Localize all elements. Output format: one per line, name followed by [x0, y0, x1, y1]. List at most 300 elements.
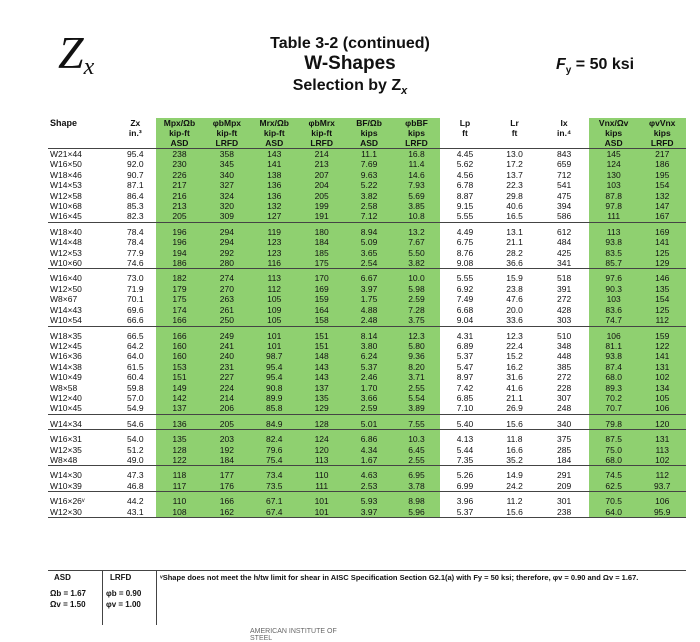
value-cell: 87.5: [589, 434, 639, 444]
value-cell: 191: [298, 211, 345, 222]
header-units-6: kips: [345, 128, 392, 138]
value-cell: 119: [251, 227, 298, 237]
value-cell: 3.96: [456, 496, 474, 507]
value-cell: 74.7: [589, 315, 639, 326]
value-cell: 166: [156, 315, 203, 326]
value-cell: 205: [298, 191, 345, 201]
value-cell: 341: [539, 258, 589, 269]
value-cell: 205: [156, 211, 203, 222]
value-cell: 2.54: [345, 258, 392, 269]
header-method-7: LRFD: [393, 138, 440, 149]
value-cell: 16.2: [506, 361, 523, 372]
header-top-2: Mpx/Ωb: [156, 118, 203, 128]
value-cell: 162: [203, 507, 250, 518]
value-cell: 160: [156, 341, 203, 351]
value-cell: 97.8: [589, 201, 639, 211]
shape-cell: W14×38: [50, 361, 82, 372]
value-cell: 186: [156, 258, 203, 269]
value-cell: 47.3: [127, 470, 144, 481]
value-cell: 60.4: [127, 372, 144, 383]
value-cell: 241: [203, 341, 250, 351]
shape-cell: W12×58: [50, 190, 82, 201]
value-cell: 294: [203, 237, 250, 247]
value-cell: 82.4: [251, 434, 298, 444]
value-cell: 123: [251, 248, 298, 258]
value-cell: 81.1: [589, 341, 639, 351]
value-cell: 74.5: [589, 470, 639, 480]
value-cell: 4.13: [456, 434, 474, 445]
value-cell: 385: [557, 361, 572, 372]
table-row: [48, 403, 686, 414]
value-cell: 137: [156, 403, 203, 414]
value-cell: 375: [557, 434, 572, 445]
header-method-12: LRFD: [638, 138, 686, 149]
value-cell: 5.62: [456, 159, 474, 170]
header-method-4: ASD: [251, 138, 298, 149]
value-cell: 113: [638, 445, 686, 455]
value-cell: 28.2: [506, 247, 523, 258]
value-cell: 101: [298, 507, 345, 518]
value-cell: 105: [638, 393, 686, 403]
value-cell: 5.96: [393, 507, 440, 518]
header-row-top: [48, 118, 686, 128]
value-cell: 159: [298, 294, 345, 304]
value-cell: 348: [557, 340, 572, 351]
shape-cell: W8×48: [48, 455, 115, 466]
header-top-6: BF/Ωb: [345, 118, 392, 128]
header-top-12: φvVnx: [638, 118, 686, 128]
value-cell: 109: [251, 305, 298, 315]
value-cell: 90.8: [251, 383, 298, 393]
value-cell: 712: [557, 169, 572, 180]
value-cell: 116: [251, 258, 298, 269]
value-cell: 5.55: [440, 211, 490, 222]
value-cell: 68.0: [589, 372, 639, 382]
value-cell: 89.9: [251, 393, 298, 403]
value-cell: 145: [589, 149, 639, 160]
value-cell: 4.63: [345, 470, 392, 480]
value-cell: 182: [156, 273, 203, 283]
header-row-method: [48, 138, 686, 149]
shape-cell: W10×68: [50, 201, 82, 212]
value-cell: 206: [203, 403, 250, 414]
shape-cell: W14×53: [50, 180, 82, 191]
value-cell: 43.1: [115, 507, 156, 518]
value-cell: 83.5: [589, 248, 639, 258]
value-cell: 5.40: [440, 419, 490, 430]
table-row: [48, 294, 686, 304]
value-cell: 23.8: [506, 283, 523, 294]
value-cell: 135: [298, 393, 345, 403]
value-cell: 110: [298, 470, 345, 480]
header-units-12: kips: [638, 128, 686, 138]
value-cell: 4.31: [456, 330, 474, 341]
footer-divider: [156, 571, 157, 625]
value-cell: 10.0: [393, 273, 440, 283]
value-cell: 391: [557, 283, 572, 294]
value-cell: 2.53: [345, 481, 392, 492]
value-cell: 285: [557, 444, 572, 455]
table-title: W-Shapes: [304, 53, 396, 74]
value-cell: 185: [298, 248, 345, 258]
value-cell: 66.5: [127, 330, 144, 341]
value-cell: 7.55: [393, 419, 440, 430]
value-cell: 20.0: [506, 304, 523, 315]
value-cell: 9.08: [440, 258, 490, 269]
value-cell: 6.86: [345, 434, 392, 444]
shape-cell: W12×50: [50, 283, 82, 294]
value-cell: 143: [298, 362, 345, 372]
value-cell: 33.6: [490, 315, 540, 326]
value-cell: 120: [298, 445, 345, 455]
table-row: [48, 227, 686, 237]
value-cell: 112: [638, 470, 686, 480]
value-cell: 179: [156, 284, 203, 294]
value-cell: 303: [539, 315, 589, 326]
value-cell: 111: [589, 211, 639, 222]
value-cell: 204: [298, 180, 345, 190]
value-cell: 7.69: [345, 159, 392, 169]
shape-cell: W10×49: [50, 372, 82, 383]
value-cell: 228: [557, 382, 572, 393]
table-row: [48, 201, 686, 211]
value-cell: 82.3: [115, 211, 156, 222]
value-cell: 345: [203, 159, 250, 169]
value-cell: 136: [251, 180, 298, 190]
value-cell: 6.85: [456, 392, 474, 403]
table-row: [48, 273, 686, 283]
value-cell: 86.4: [127, 190, 144, 201]
value-cell: 2.59: [393, 294, 440, 304]
value-cell: 843: [557, 149, 572, 159]
value-cell: 9.63: [345, 170, 392, 180]
value-cell: 324: [203, 191, 250, 201]
shape-cell: W8×58: [50, 382, 78, 393]
yield-strength: $F_y = 50$ ksi: [556, 56, 635, 77]
table-row: [48, 496, 686, 506]
value-cell: 79.8: [589, 419, 639, 430]
value-cell: 196: [156, 227, 203, 237]
value-cell: 11.4: [393, 159, 440, 169]
value-cell: 3.80: [345, 341, 392, 351]
header-units-9: ft: [511, 128, 518, 138]
value-cell: 73.4: [251, 470, 298, 480]
value-cell: 164: [298, 305, 345, 315]
value-cell: 70.1: [127, 294, 144, 305]
value-cell: 111: [298, 481, 345, 492]
value-cell: 6.95: [393, 470, 440, 480]
value-cell: 79.6: [251, 445, 298, 455]
value-cell: 184: [203, 455, 250, 466]
value-cell: 97.6: [589, 273, 639, 283]
value-cell: 103: [589, 294, 639, 304]
value-cell: 105: [251, 294, 298, 304]
value-cell: 3.82: [345, 191, 392, 201]
value-cell: 11.8: [506, 434, 523, 445]
shape-cell: W14×43: [50, 304, 82, 315]
value-cell: 120: [638, 419, 686, 430]
value-cell: 135: [638, 284, 686, 294]
value-cell: 169: [638, 227, 686, 237]
table-row: [48, 507, 686, 518]
header-units-5: kip-ft: [298, 128, 345, 138]
header-units-0: [48, 128, 115, 138]
header-method-0: [48, 138, 115, 149]
value-cell: 84.9: [251, 419, 298, 430]
value-cell: 14.9: [506, 470, 523, 481]
value-cell: 106: [589, 331, 639, 341]
header-units-10: in.⁴: [557, 128, 572, 138]
value-cell: 102: [638, 372, 686, 382]
value-cell: 484: [557, 237, 572, 248]
value-cell: 135: [156, 434, 203, 444]
value-cell: 2.46: [345, 372, 392, 382]
value-cell: 213: [156, 201, 203, 211]
value-cell: 98.7: [251, 351, 298, 361]
value-cell: 327: [203, 180, 250, 190]
header-top-0: Shape: [50, 118, 78, 128]
value-cell: 2.55: [393, 383, 440, 393]
value-cell: 95.4: [127, 149, 144, 159]
value-cell: 261: [203, 305, 250, 315]
value-cell: 41.6: [506, 382, 523, 393]
shape-cell: W12×53: [50, 247, 82, 258]
value-cell: 9.15: [456, 201, 474, 212]
value-cell: 122: [156, 455, 203, 466]
value-cell: 71.9: [127, 283, 144, 294]
value-cell: 280: [203, 258, 250, 269]
value-cell: 68.0: [589, 455, 639, 466]
value-cell: 78.4: [127, 226, 144, 237]
header-top-10: Ix: [560, 118, 568, 128]
value-cell: 158: [298, 315, 345, 326]
value-cell: 5.98: [393, 284, 440, 294]
value-cell: 5.37: [456, 351, 474, 362]
header-units-7: kips: [393, 128, 440, 138]
table-row: [48, 315, 686, 326]
value-cell: 291: [557, 470, 572, 481]
value-cell: 134: [638, 383, 686, 393]
value-cell: 5.26: [456, 470, 474, 481]
value-cell: 294: [203, 227, 250, 237]
table-number: Table 3-2 (continued): [270, 35, 430, 52]
value-cell: 176: [203, 481, 250, 492]
value-cell: 151: [298, 331, 345, 341]
value-cell: 159: [638, 331, 686, 341]
value-cell: 22.3: [506, 180, 523, 191]
value-cell: 101: [251, 331, 298, 341]
table-row: [48, 455, 686, 466]
value-cell: 130: [589, 170, 639, 180]
value-cell: 54.0: [127, 434, 144, 445]
table-row: [48, 383, 686, 393]
value-cell: 85.3: [127, 201, 144, 212]
value-cell: 5.22: [345, 180, 392, 190]
value-cell: 3.82: [393, 258, 440, 269]
value-cell: 214: [203, 393, 250, 403]
value-cell: 224: [203, 383, 250, 393]
header-top-11: Vnx/Ωv: [589, 118, 639, 128]
value-cell: 129: [298, 403, 345, 414]
value-cell: 4.88: [345, 305, 392, 315]
value-cell: 3.85: [393, 201, 440, 211]
value-cell: 5.37: [440, 507, 490, 518]
value-cell: 272: [557, 372, 572, 383]
value-cell: 195: [638, 170, 686, 180]
value-cell: 177: [203, 470, 250, 480]
value-cell: 90.7: [127, 169, 144, 180]
value-cell: 66.6: [115, 315, 156, 326]
table-row: [48, 237, 686, 247]
value-cell: 149: [156, 383, 203, 393]
value-cell: 263: [203, 294, 250, 304]
value-cell: 5.01: [345, 419, 392, 430]
value-cell: 17.2: [506, 159, 523, 170]
value-cell: 7.67: [393, 237, 440, 247]
value-cell: 112: [251, 284, 298, 294]
value-cell: 184: [539, 455, 589, 466]
value-cell: 95.9: [638, 507, 686, 518]
value-cell: 394: [557, 201, 572, 212]
value-cell: 83.6: [589, 305, 639, 315]
value-cell: 248: [539, 403, 589, 414]
value-cell: 136: [156, 419, 203, 430]
value-cell: 13.7: [506, 169, 523, 180]
value-cell: 67.1: [251, 496, 298, 506]
shape-cell: W16×31: [50, 434, 82, 445]
value-cell: 5.09: [345, 237, 392, 247]
value-cell: 132: [638, 191, 686, 201]
shape-cell: W18×35: [50, 330, 82, 341]
value-cell: 6.78: [456, 180, 474, 191]
value-cell: 106: [638, 496, 686, 506]
value-cell: 6.67: [345, 273, 392, 283]
value-cell: 85.7: [589, 258, 639, 269]
value-cell: 113: [298, 455, 345, 466]
value-cell: 154: [638, 180, 686, 190]
value-cell: 448: [557, 351, 572, 362]
value-cell: 148: [298, 351, 345, 361]
value-cell: 192: [203, 445, 250, 455]
selection-table: [48, 118, 686, 518]
table-row: [48, 419, 686, 430]
value-cell: 1.67: [345, 455, 392, 466]
header-method-11: ASD: [589, 138, 639, 149]
value-cell: 2.48: [345, 315, 392, 326]
value-cell: 131: [638, 362, 686, 372]
value-cell: 110: [156, 496, 203, 506]
value-cell: 274: [203, 273, 250, 283]
value-cell: 1.75: [345, 294, 392, 304]
value-cell: 5.47: [456, 361, 474, 372]
header-units-3: kip-ft: [203, 128, 250, 138]
value-cell: 186: [638, 159, 686, 169]
value-cell: 3.75: [393, 315, 440, 326]
value-cell: 141: [638, 237, 686, 247]
table-row: [48, 341, 686, 351]
value-cell: 166: [156, 331, 203, 341]
value-cell: 6.92: [456, 283, 474, 294]
value-cell: 209: [539, 481, 589, 492]
table-row: [48, 149, 686, 160]
shape-cell: W10×45: [48, 403, 115, 414]
value-cell: 129: [638, 258, 686, 269]
value-cell: 77.9: [127, 247, 144, 258]
value-cell: 128: [156, 445, 203, 455]
value-cell: 147: [638, 201, 686, 211]
value-cell: 475: [557, 190, 572, 201]
value-cell: 87.4: [589, 362, 639, 372]
value-cell: 36.6: [490, 258, 540, 269]
value-cell: 301: [557, 496, 572, 507]
value-cell: 113: [251, 273, 298, 283]
value-cell: 358: [203, 149, 250, 160]
value-cell: 75.4: [251, 455, 298, 466]
value-cell: 7.28: [393, 305, 440, 315]
value-cell: 4.34: [345, 445, 392, 455]
shape-cell: W18×40: [50, 226, 82, 237]
value-cell: 309: [203, 211, 250, 222]
value-cell: 6.24: [345, 351, 392, 361]
value-cell: 70.5: [589, 496, 639, 506]
value-cell: 31.6: [506, 372, 523, 383]
value-cell: 61.5: [127, 361, 144, 372]
value-cell: 612: [557, 226, 572, 237]
value-cell: 272: [557, 294, 572, 305]
value-cell: 54.6: [115, 419, 156, 430]
value-cell: 95.4: [251, 362, 298, 372]
value-cell: 87.1: [127, 180, 144, 191]
value-cell: 3.97: [345, 284, 392, 294]
header-units-11: kips: [589, 128, 639, 138]
value-cell: 586: [539, 211, 589, 222]
value-cell: 2.59: [345, 403, 392, 414]
table-row: [48, 434, 686, 444]
header-top-9: Lr: [510, 118, 519, 128]
value-cell: 7.93: [393, 180, 440, 190]
table-row: [48, 470, 686, 480]
value-cell: 64.0: [127, 351, 144, 362]
value-cell: 4.56: [456, 169, 474, 180]
value-cell: 8.97: [456, 372, 474, 383]
value-cell: 15.2: [506, 351, 523, 362]
value-cell: 249: [203, 331, 250, 341]
value-cell: 101: [251, 341, 298, 351]
value-cell: 5.44: [456, 444, 474, 455]
asd-label: ASD: [54, 573, 71, 582]
shape-cell: W14×30: [50, 470, 82, 481]
value-cell: 203: [203, 434, 250, 444]
lrfd-phi-b: φb = 0.90: [106, 589, 142, 598]
header-method-9: [490, 138, 540, 149]
value-cell: 26.9: [490, 403, 540, 414]
value-cell: 216: [156, 191, 203, 201]
zx-symbol: $Z_x$: [58, 27, 95, 80]
value-cell: 340: [539, 419, 589, 430]
design-factors-footer: [48, 570, 686, 625]
value-cell: 59.8: [127, 382, 144, 393]
shape-cell: W12×45: [50, 340, 82, 351]
value-cell: 142: [156, 393, 203, 403]
value-cell: 51.2: [127, 444, 144, 455]
value-cell: 217: [638, 149, 686, 160]
value-cell: 4.49: [456, 226, 474, 237]
value-cell: 74.6: [115, 258, 156, 269]
value-cell: 101: [298, 496, 345, 506]
value-cell: 93.8: [589, 237, 639, 247]
value-cell: 3.71: [393, 372, 440, 382]
value-cell: 6.89: [456, 340, 474, 351]
